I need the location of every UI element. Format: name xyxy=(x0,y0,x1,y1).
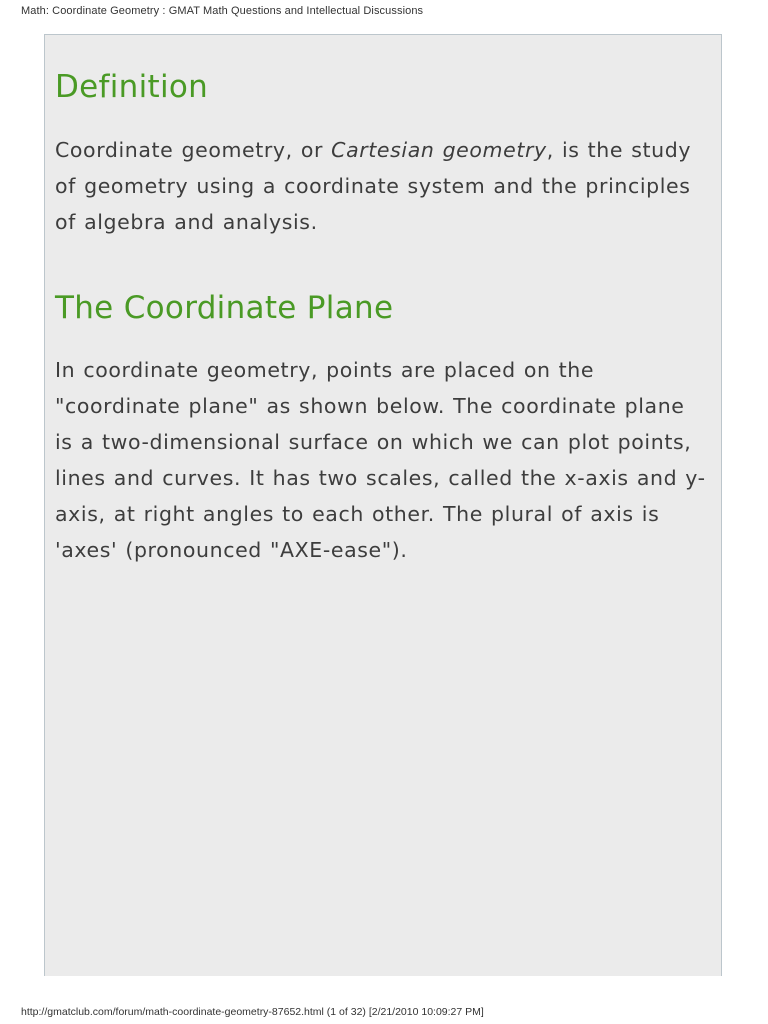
definition-text-end: , is the study of geometry using a coordinate system and the principles of algebra and analysis. xyxy=(55,138,692,234)
definition-emphasis: Cartesian geometry xyxy=(331,138,547,162)
coordinate-plane-paragraph: In coordinate geometry, points are placed on the "coordinate plane" as shown below. The coordinate plane is a two-dimensional surface on which we can plot points, lines and curves. It has two scales, called the x-axis and y-axis, at right angles to each other. The plural of axis is 'axes' (pronounced "AXE-ease"). xyxy=(55,358,706,562)
definition-heading: Definition xyxy=(55,69,209,105)
coordinate-plane-heading: The Coordinate Plane xyxy=(55,290,394,326)
definition-paragraph xyxy=(55,132,710,240)
page-header-title: Math: Coordinate Geometry : GMAT Math Questions and Intellectual Discussions xyxy=(21,5,424,17)
definition-text-start: Coordinate geometry, or xyxy=(55,138,332,162)
content-panel xyxy=(44,34,722,976)
page-footer-url: http://gmatclub.com/forum/math-coordinate-geometry-87652.html (1 of 32) [2/21/2010 10:09:27 PM] xyxy=(21,1006,484,1018)
